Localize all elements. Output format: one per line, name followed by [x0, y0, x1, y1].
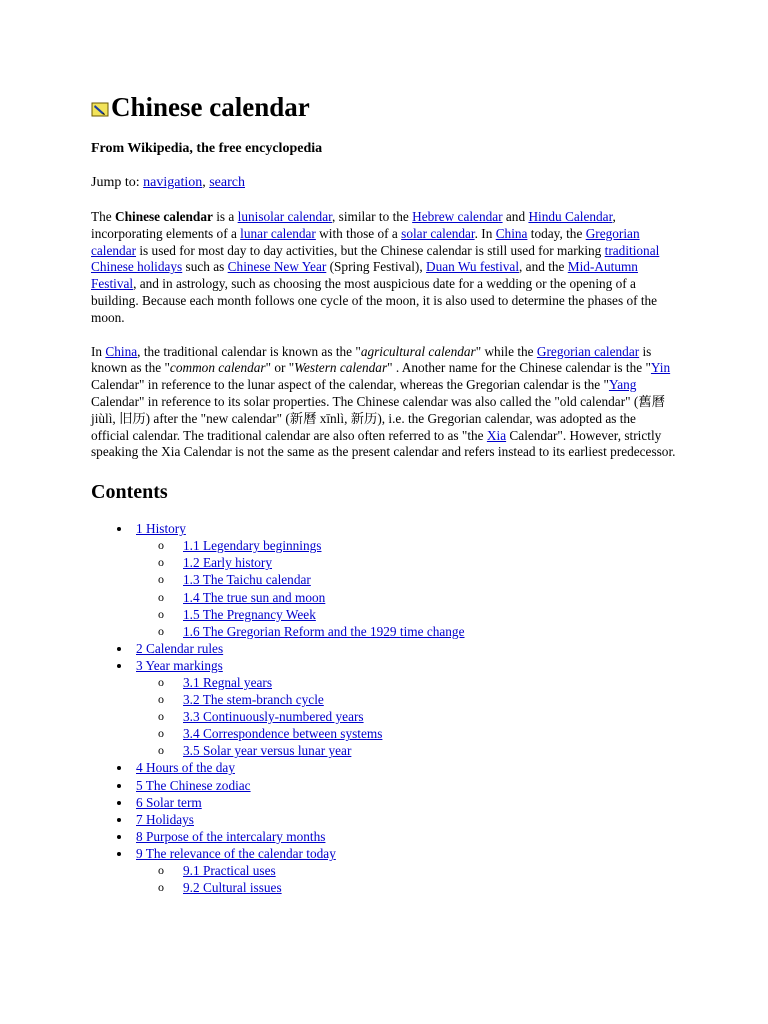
toc-subitem [136, 606, 768, 623]
jump-to-line [91, 174, 768, 192]
toc-sublink[interactable]: 3.5 Solar year versus lunar year [183, 743, 352, 759]
article-link[interactable]: Hebrew calendar [412, 209, 503, 224]
search-link[interactable]: search [209, 175, 245, 190]
article-link[interactable]: Mid-Autumn Festival [91, 259, 638, 292]
article-link[interactable]: Xia [486, 427, 507, 443]
navigation-link[interactable]: navigation [143, 175, 203, 190]
italic-term: Western calendar [294, 360, 388, 376]
page-title: Chinese calendar [111, 92, 310, 122]
toc-item [91, 828, 768, 845]
toc-subitem [136, 589, 768, 606]
edit-pencil-icon[interactable] [91, 100, 109, 118]
paragraph-text: Calendar" in reference to its solar properties. The Chinese calendar was also called the "old calendar" (舊曆 jiùlì, 旧历) after the "new calendar" (新曆 xīnlì, 新历), i.e. the Gregorian calendar, was adopted as the official calendar. The traditional calendar are also often referred to as "the [91, 393, 665, 443]
paragraph-text: " . Another name for the Chinese calendar is the " [387, 360, 651, 376]
paragraph-text: (Spring Festival), [326, 259, 427, 275]
paragraph-text: The [91, 209, 115, 224]
paragraph-text: In [91, 343, 106, 359]
toc-link[interactable]: 3 Year markings [136, 657, 223, 673]
toc-sublink[interactable]: 9.1 Practical uses [183, 863, 276, 879]
article-link[interactable]: solar calendar [401, 225, 475, 241]
toc-subitem [136, 623, 768, 640]
paragraph-text: . In [474, 225, 496, 241]
intro-paragraph [91, 209, 677, 327]
paragraph-text: , the traditional calendar is known as the " [137, 343, 361, 359]
toc-item [91, 640, 768, 657]
toc-link[interactable]: 7 Holidays [136, 811, 194, 827]
toc-sublink[interactable]: 3.2 The stem-branch cycle [183, 692, 324, 708]
toc-sublink[interactable]: 3.1 Regnal years [183, 675, 272, 690]
toc-sublink[interactable]: 1.2 Early history [183, 555, 273, 571]
toc-subitem [136, 674, 768, 691]
toc-link[interactable]: 6 Solar term [136, 794, 202, 810]
article-link[interactable]: Hindu Calendar [528, 209, 613, 224]
toc-subitem [136, 879, 768, 896]
toc-link[interactable]: 5 The Chinese zodiac [136, 777, 251, 793]
page-subtitle: From Wikipedia, the free encyclopedia [91, 141, 323, 156]
paragraph-text: today, the [527, 225, 586, 241]
article-link[interactable]: Gregorian calendar [536, 343, 640, 359]
paragraph-text: , incorporating elements of a [91, 209, 616, 241]
toc-sublink[interactable]: 1.5 The Pregnancy Week [183, 606, 316, 622]
article-link[interactable]: lunar calendar [240, 225, 316, 241]
toc-item [91, 794, 768, 811]
article-link[interactable]: Duan Wu festival [426, 259, 520, 275]
paragraph-text: is used for most day to day activities, but the Chinese calendar is still used for marking [136, 242, 605, 258]
toc-link[interactable]: 9 The relevance of the calendar today [136, 845, 336, 861]
paragraph-text: is known as the " [91, 343, 652, 376]
toc-item [91, 759, 768, 776]
jump-to-prefix: Jump to: [91, 175, 144, 190]
toc-item [91, 657, 768, 760]
article-link[interactable]: China [105, 343, 138, 359]
toc-sublink[interactable]: 1.1 Legendary beginnings [183, 538, 322, 554]
table-of-contents [91, 520, 768, 896]
toc-subitem [136, 742, 768, 759]
paragraph-text: is a [212, 209, 238, 224]
article-link[interactable]: Gregorian calendar [91, 225, 640, 258]
toc-sublink[interactable]: 3.3 Continuously-numbered years [183, 709, 364, 725]
bold-term: Chinese calendar [115, 209, 213, 224]
toc-subitem [136, 537, 768, 554]
toc-subitem [136, 554, 768, 571]
article-link[interactable]: Chinese New Year [227, 259, 327, 275]
contents-heading: Contents [91, 481, 168, 504]
toc-link[interactable]: 1 History [136, 521, 186, 537]
names-paragraph [91, 344, 677, 462]
toc-subitem [136, 862, 768, 879]
toc-sublink[interactable]: 3.4 Correspondence between systems [183, 726, 383, 742]
article-link[interactable]: China [495, 225, 528, 241]
toc-subitem [136, 691, 768, 708]
italic-term: agricultural calendar [360, 343, 476, 359]
paragraph-text: Calendar" in reference to the lunar aspect of the calendar, whereas the Gregorian calendar is the " [91, 377, 609, 393]
paragraph-text: Calendar". However, strictly speaking the Xia Calendar is not the same as the present calendar and refers instead to its earliest predecessor. [91, 427, 676, 460]
toc-subitem [136, 571, 768, 588]
paragraph-text: such as [182, 259, 228, 275]
italic-term: common calendar [169, 360, 266, 376]
toc-sublink[interactable]: 1.4 The true sun and moon [183, 589, 326, 605]
paragraph-text: and [502, 209, 529, 224]
toc-item [91, 520, 768, 640]
toc-subitem [136, 708, 768, 725]
article-link[interactable]: traditional Chinese holidays [91, 242, 660, 275]
paragraph-text: , similar to the [332, 209, 413, 224]
toc-item [91, 777, 768, 794]
toc-sublist [136, 537, 768, 640]
toc-link[interactable]: 8 Purpose of the intercalary months [136, 828, 326, 844]
toc-sublink[interactable]: 1.3 The Taichu calendar [183, 572, 311, 588]
title-row [91, 88, 768, 126]
toc-link[interactable]: 4 Hours of the day [136, 760, 235, 776]
toc-item [91, 811, 768, 828]
paragraph-text: " or " [265, 360, 295, 376]
paragraph-text: with those of a [315, 225, 402, 241]
toc-sublist [136, 862, 768, 896]
article-link[interactable]: lunisolar calendar [237, 209, 332, 224]
toc-sublink[interactable]: 9.2 Cultural issues [183, 880, 282, 896]
toc-link[interactable]: 2 Calendar rules [136, 640, 224, 656]
toc-sublist [136, 674, 768, 759]
toc-item [91, 845, 768, 896]
paragraph-text: " while the [475, 343, 537, 359]
jump-separator: , [202, 175, 210, 190]
paragraph-text: , and the [519, 259, 568, 275]
article-link[interactable]: Yin [650, 360, 671, 376]
toc-subitem [136, 725, 768, 742]
article-link[interactable]: Yang [608, 377, 637, 393]
paragraph-text: , and in astrology, such as choosing the most auspicious date for a wedding or the opening of a building. Because each month follows one cycle of the moon, it is also used to determine the phases of the moon. [91, 276, 658, 325]
toc-sublink[interactable]: 1.6 The Gregorian Reform and the 1929 time change [183, 623, 465, 639]
